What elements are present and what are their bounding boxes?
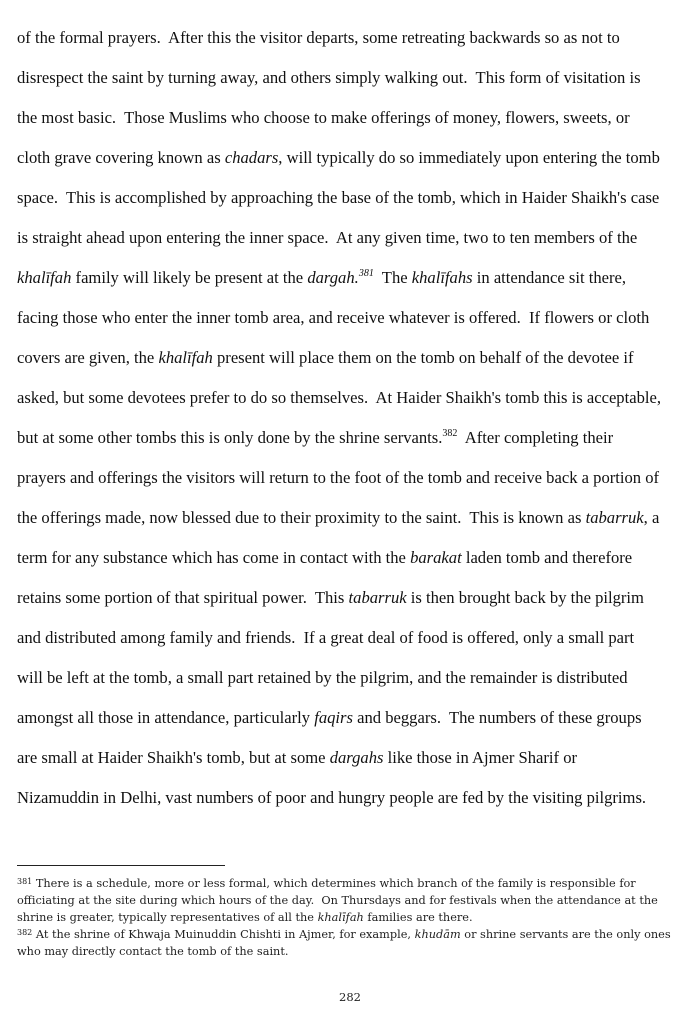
- text-run: officiating at the site during which hours of the day. On Thursdays and for festivals when the attendance at the: [17, 894, 658, 907]
- footnote-reference[interactable]: 382: [442, 428, 458, 439]
- text-run: asked, but some devotees prefer to do so themselves. At Haider Shaikh's tomb this is acceptable,: [17, 388, 662, 407]
- text-line: [17, 64, 697, 104]
- text-run: , will typically do so immediately upon entering the tomb: [278, 148, 660, 167]
- text-run: term for any substance which has come in contact with the: [17, 548, 411, 567]
- text-run: the offerings made, now blessed due to their proximity to the saint. This is known as: [17, 508, 586, 527]
- text-line: [17, 784, 697, 824]
- text-run: At the shrine of Khwaja Muinuddin Chishti in Ajmer, for example,: [35, 928, 415, 941]
- footnote-line: [17, 926, 697, 943]
- text-run: who may directly contact the tomb of the saint.: [17, 945, 289, 958]
- text-run: covers are given, the: [17, 348, 159, 367]
- text-line: [17, 24, 697, 64]
- text-run: , a: [643, 508, 660, 527]
- footnote-reference[interactable]: 381: [358, 268, 374, 279]
- text-run: amongst all those in attendance, particularly: [17, 708, 315, 727]
- text-run: There is a schedule, more or less formal, which determines which branch of the family is responsible for: [35, 877, 636, 890]
- footnote-number: 381: [17, 877, 33, 886]
- text-run: and beggars. The numbers of these groups: [352, 708, 642, 727]
- text-run: retains some portion of that spiritual power. This: [17, 588, 349, 607]
- footnote-line: [17, 892, 697, 909]
- italic-term: khalīfahs: [411, 268, 473, 287]
- italic-term: tabarruk: [585, 508, 644, 527]
- text-run: Nizamuddin in Delhi, vast numbers of poor and hungry people are fed by the visiting pilgrims.: [17, 788, 647, 807]
- text-run: facing those who enter the inner tomb area, and receive whatever is offered. If flowers or cloth: [17, 308, 650, 327]
- text-run: After completing their: [457, 428, 614, 447]
- text-run: like those in Ajmer Sharif or: [383, 748, 578, 767]
- text-line: [17, 704, 697, 744]
- body-paragraph: [17, 24, 697, 824]
- text-run: family will likely be present at the: [71, 268, 308, 287]
- text-run: present will place them on the tomb on behalf of the devotee if: [212, 348, 634, 367]
- text-run: will be left at the tomb, a small part retained by the pilgrim, and the remainder is distributed: [17, 668, 628, 687]
- text-run: shrine is greater, typically representatives of all the: [17, 911, 318, 924]
- text-run: cloth grave covering known as: [17, 148, 225, 167]
- text-line: [17, 464, 697, 504]
- text-run: is straight ahead upon entering the inner space. At any given time, two to ten members of the: [17, 228, 638, 247]
- text-run: or shrine servants are the only ones: [460, 928, 671, 941]
- italic-term: tabarruk: [348, 588, 407, 607]
- text-line: [17, 664, 697, 704]
- text-line: [17, 264, 697, 304]
- text-line: [17, 104, 697, 144]
- italic-term: dargah.: [307, 268, 359, 287]
- text-run: and distributed among family and friends. If a great deal of food is offered, only a small part: [17, 628, 635, 647]
- italic-term: khalīfah: [317, 911, 364, 924]
- footnote-line: [17, 875, 697, 892]
- text-run: disrespect the saint by turning away, and others simply walking out. This form of visitation is: [17, 68, 641, 87]
- page-number: 282: [339, 990, 361, 1004]
- text-line: [17, 584, 697, 624]
- text-line: [17, 384, 697, 424]
- italic-term: khalīfah: [17, 268, 72, 287]
- text-line: [17, 144, 697, 184]
- text-line: [17, 544, 697, 584]
- text-run: is then brought back by the pilgrim: [406, 588, 644, 607]
- text-run: families are there.: [363, 911, 473, 924]
- footnote-separator: [17, 865, 225, 866]
- text-run: in attendance sit there,: [472, 268, 627, 287]
- italic-term: dargahs: [329, 748, 384, 767]
- text-run: but at some other tombs this is only done by the shrine servants.: [17, 428, 443, 447]
- footnote-line: [17, 909, 697, 926]
- text-run: The: [373, 268, 412, 287]
- footnotes: [17, 875, 697, 960]
- text-line: [17, 304, 697, 344]
- text-run: space. This is accomplished by approaching the base of the tomb, which in Haider Shaikh's case: [17, 188, 660, 207]
- text-run: of the formal prayers. After this the visitor departs, some retreating backwards so as not to: [17, 28, 620, 47]
- text-line: [17, 624, 697, 664]
- italic-term: barakat: [410, 548, 462, 567]
- text-run: the most basic. Those Muslims who choose to make offerings of money, flowers, sweets, or: [17, 108, 630, 127]
- text-run: laden tomb and therefore: [461, 548, 633, 567]
- italic-term: khudām: [414, 928, 461, 941]
- footnote-line: [17, 943, 697, 960]
- text-run: are small at Haider Shaikh's tomb, but at some: [17, 748, 330, 767]
- italic-term: khalīfah: [158, 348, 213, 367]
- text-line: [17, 424, 697, 464]
- footnote-number: 382: [17, 928, 33, 937]
- text-line: [17, 504, 697, 544]
- italic-term: chadars: [224, 148, 279, 167]
- text-run: prayers and offerings the visitors will return to the foot of the tomb and receive back a portion of: [17, 468, 660, 487]
- text-line: [17, 184, 697, 224]
- text-line: [17, 744, 697, 784]
- italic-term: faqirs: [314, 708, 353, 727]
- text-line: [17, 344, 697, 384]
- text-line: [17, 224, 697, 264]
